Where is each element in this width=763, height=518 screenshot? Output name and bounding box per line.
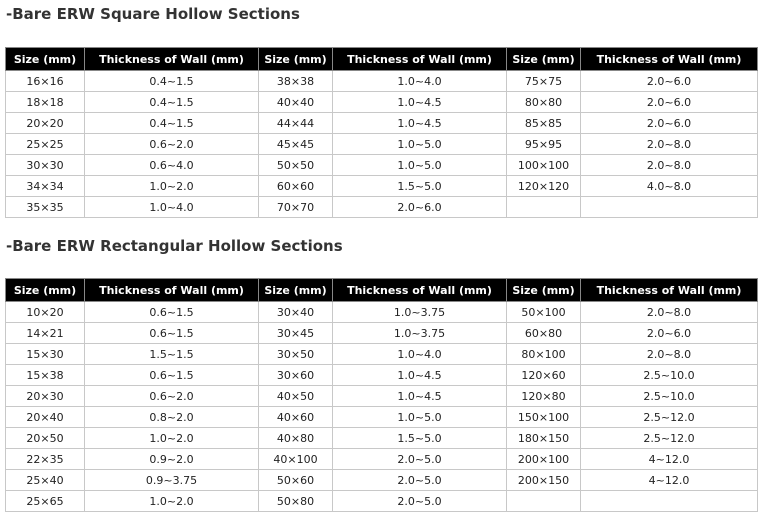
size-cell: 120×120: [507, 176, 581, 197]
thickness-cell: 4~12.0: [581, 470, 758, 491]
thickness-cell: 2.5~12.0: [581, 407, 758, 428]
square-sections-title: -Bare ERW Square Hollow Sections: [6, 5, 300, 23]
thickness-cell: 2.0~6.0: [333, 197, 507, 218]
thickness-cell: 2.0~6.0: [581, 323, 758, 344]
square-sections-table: [5, 47, 758, 218]
size-cell: 85×85: [507, 113, 581, 134]
table-row: [6, 71, 758, 92]
size-cell: 14×21: [6, 323, 85, 344]
size-cell: 50×80: [259, 491, 333, 512]
thickness-cell: 2.0~8.0: [581, 134, 758, 155]
thickness-cell: 0.6~1.5: [85, 323, 259, 344]
size-cell: 38×38: [259, 71, 333, 92]
thickness-cell: 1.0~5.0: [333, 134, 507, 155]
table-header-row: [6, 279, 758, 302]
size-cell: 20×40: [6, 407, 85, 428]
size-cell: 200×150: [507, 470, 581, 491]
thickness-cell: 1.0~3.75: [333, 302, 507, 323]
size-cell: 30×50: [259, 344, 333, 365]
rectangular-sections-title: -Bare ERW Rectangular Hollow Sections: [6, 237, 343, 255]
table-row: [6, 323, 758, 344]
size-cell: 50×50: [259, 155, 333, 176]
thickness-cell: [581, 197, 758, 218]
thickness-cell: 0.4~1.5: [85, 92, 259, 113]
size-cell: 180×150: [507, 428, 581, 449]
size-cell: 30×40: [259, 302, 333, 323]
thickness-cell: 1.0~4.0: [333, 71, 507, 92]
size-cell: 80×80: [507, 92, 581, 113]
size-cell: 40×40: [259, 92, 333, 113]
thickness-cell: 1.0~2.0: [85, 428, 259, 449]
size-cell: 15×38: [6, 365, 85, 386]
size-cell: 200×100: [507, 449, 581, 470]
size-cell: 16×16: [6, 71, 85, 92]
thickness-cell: 1.0~4.0: [333, 344, 507, 365]
size-cell: 35×35: [6, 197, 85, 218]
thickness-cell: 0.6~2.0: [85, 386, 259, 407]
thickness-cell: 2.5~10.0: [581, 365, 758, 386]
size-cell: 18×18: [6, 92, 85, 113]
table-row: [6, 386, 758, 407]
size-cell: 20×30: [6, 386, 85, 407]
thickness-cell: 1.0~5.0: [333, 155, 507, 176]
thickness-cell: 2.0~6.0: [581, 113, 758, 134]
thickness-cell: 0.6~4.0: [85, 155, 259, 176]
size-cell: 40×50: [259, 386, 333, 407]
thickness-cell: 2.0~5.0: [333, 470, 507, 491]
thickness-cell: 2.0~5.0: [333, 491, 507, 512]
thickness-cell: 0.6~2.0: [85, 134, 259, 155]
size-cell: 120×60: [507, 365, 581, 386]
thickness-cell: 2.5~10.0: [581, 386, 758, 407]
size-cell: 40×100: [259, 449, 333, 470]
table-row: [6, 428, 758, 449]
column-header-size: Size (mm): [507, 279, 581, 302]
thickness-cell: 2.0~8.0: [581, 302, 758, 323]
size-cell: 30×45: [259, 323, 333, 344]
thickness-cell: 2.5~12.0: [581, 428, 758, 449]
table-row: [6, 344, 758, 365]
column-header-size: Size (mm): [6, 48, 85, 71]
thickness-cell: 4~12.0: [581, 449, 758, 470]
size-cell: 40×80: [259, 428, 333, 449]
table-row: [6, 491, 758, 512]
column-header-thickness: Thickness of Wall (mm): [581, 48, 758, 71]
table-row: [6, 176, 758, 197]
size-cell: 25×65: [6, 491, 85, 512]
thickness-cell: 2.0~6.0: [581, 92, 758, 113]
thickness-cell: 2.0~8.0: [581, 155, 758, 176]
table-row: [6, 155, 758, 176]
column-header-thickness: Thickness of Wall (mm): [85, 48, 259, 71]
column-header-thickness: Thickness of Wall (mm): [85, 279, 259, 302]
table-row: [6, 365, 758, 386]
size-cell: 30×60: [259, 365, 333, 386]
thickness-cell: 1.0~4.5: [333, 365, 507, 386]
thickness-cell: 1.5~5.0: [333, 176, 507, 197]
thickness-cell: 0.4~1.5: [85, 71, 259, 92]
thickness-cell: 1.0~2.0: [85, 176, 259, 197]
size-cell: 80×100: [507, 344, 581, 365]
size-cell: 20×20: [6, 113, 85, 134]
table-row: [6, 302, 758, 323]
column-header-size: Size (mm): [259, 48, 333, 71]
thickness-cell: 1.0~4.5: [333, 386, 507, 407]
column-header-size: Size (mm): [259, 279, 333, 302]
thickness-cell: 4.0~8.0: [581, 176, 758, 197]
thickness-cell: 0.9~2.0: [85, 449, 259, 470]
thickness-cell: [581, 491, 758, 512]
thickness-cell: 2.0~5.0: [333, 449, 507, 470]
table-row: [6, 407, 758, 428]
thickness-cell: 1.0~5.0: [333, 407, 507, 428]
thickness-cell: 1.5~5.0: [333, 428, 507, 449]
table-row: [6, 113, 758, 134]
size-cell: 70×70: [259, 197, 333, 218]
size-cell: 30×30: [6, 155, 85, 176]
thickness-cell: 0.4~1.5: [85, 113, 259, 134]
size-cell: [507, 197, 581, 218]
thickness-cell: 0.9~3.75: [85, 470, 259, 491]
table-row: [6, 449, 758, 470]
thickness-cell: 1.5~1.5: [85, 344, 259, 365]
size-cell: 45×45: [259, 134, 333, 155]
size-cell: 44×44: [259, 113, 333, 134]
size-cell: [507, 491, 581, 512]
rectangular-sections-table: [5, 278, 758, 512]
size-cell: 120×80: [507, 386, 581, 407]
column-header-size: Size (mm): [6, 279, 85, 302]
thickness-cell: 1.0~4.5: [333, 92, 507, 113]
thickness-cell: 0.6~1.5: [85, 302, 259, 323]
size-cell: 150×100: [507, 407, 581, 428]
thickness-cell: 0.6~1.5: [85, 365, 259, 386]
thickness-cell: 2.0~6.0: [581, 71, 758, 92]
thickness-cell: 2.0~8.0: [581, 344, 758, 365]
size-cell: 60×80: [507, 323, 581, 344]
size-cell: 60×60: [259, 176, 333, 197]
table-row: [6, 197, 758, 218]
size-cell: 25×40: [6, 470, 85, 491]
table-row: [6, 470, 758, 491]
size-cell: 34×34: [6, 176, 85, 197]
thickness-cell: 1.0~4.0: [85, 197, 259, 218]
size-cell: 10×20: [6, 302, 85, 323]
thickness-cell: 0.8~2.0: [85, 407, 259, 428]
size-cell: 22×35: [6, 449, 85, 470]
thickness-cell: 1.0~3.75: [333, 323, 507, 344]
size-cell: 15×30: [6, 344, 85, 365]
size-cell: 25×25: [6, 134, 85, 155]
column-header-size: Size (mm): [507, 48, 581, 71]
size-cell: 20×50: [6, 428, 85, 449]
size-cell: 40×60: [259, 407, 333, 428]
column-header-thickness: Thickness of Wall (mm): [333, 48, 507, 71]
column-header-thickness: Thickness of Wall (mm): [333, 279, 507, 302]
size-cell: 100×100: [507, 155, 581, 176]
size-cell: 75×75: [507, 71, 581, 92]
table-header-row: [6, 48, 758, 71]
size-cell: 50×100: [507, 302, 581, 323]
table-row: [6, 134, 758, 155]
column-header-thickness: Thickness of Wall (mm): [581, 279, 758, 302]
thickness-cell: 1.0~4.5: [333, 113, 507, 134]
size-cell: 95×95: [507, 134, 581, 155]
thickness-cell: 1.0~2.0: [85, 491, 259, 512]
size-cell: 50×60: [259, 470, 333, 491]
table-row: [6, 92, 758, 113]
